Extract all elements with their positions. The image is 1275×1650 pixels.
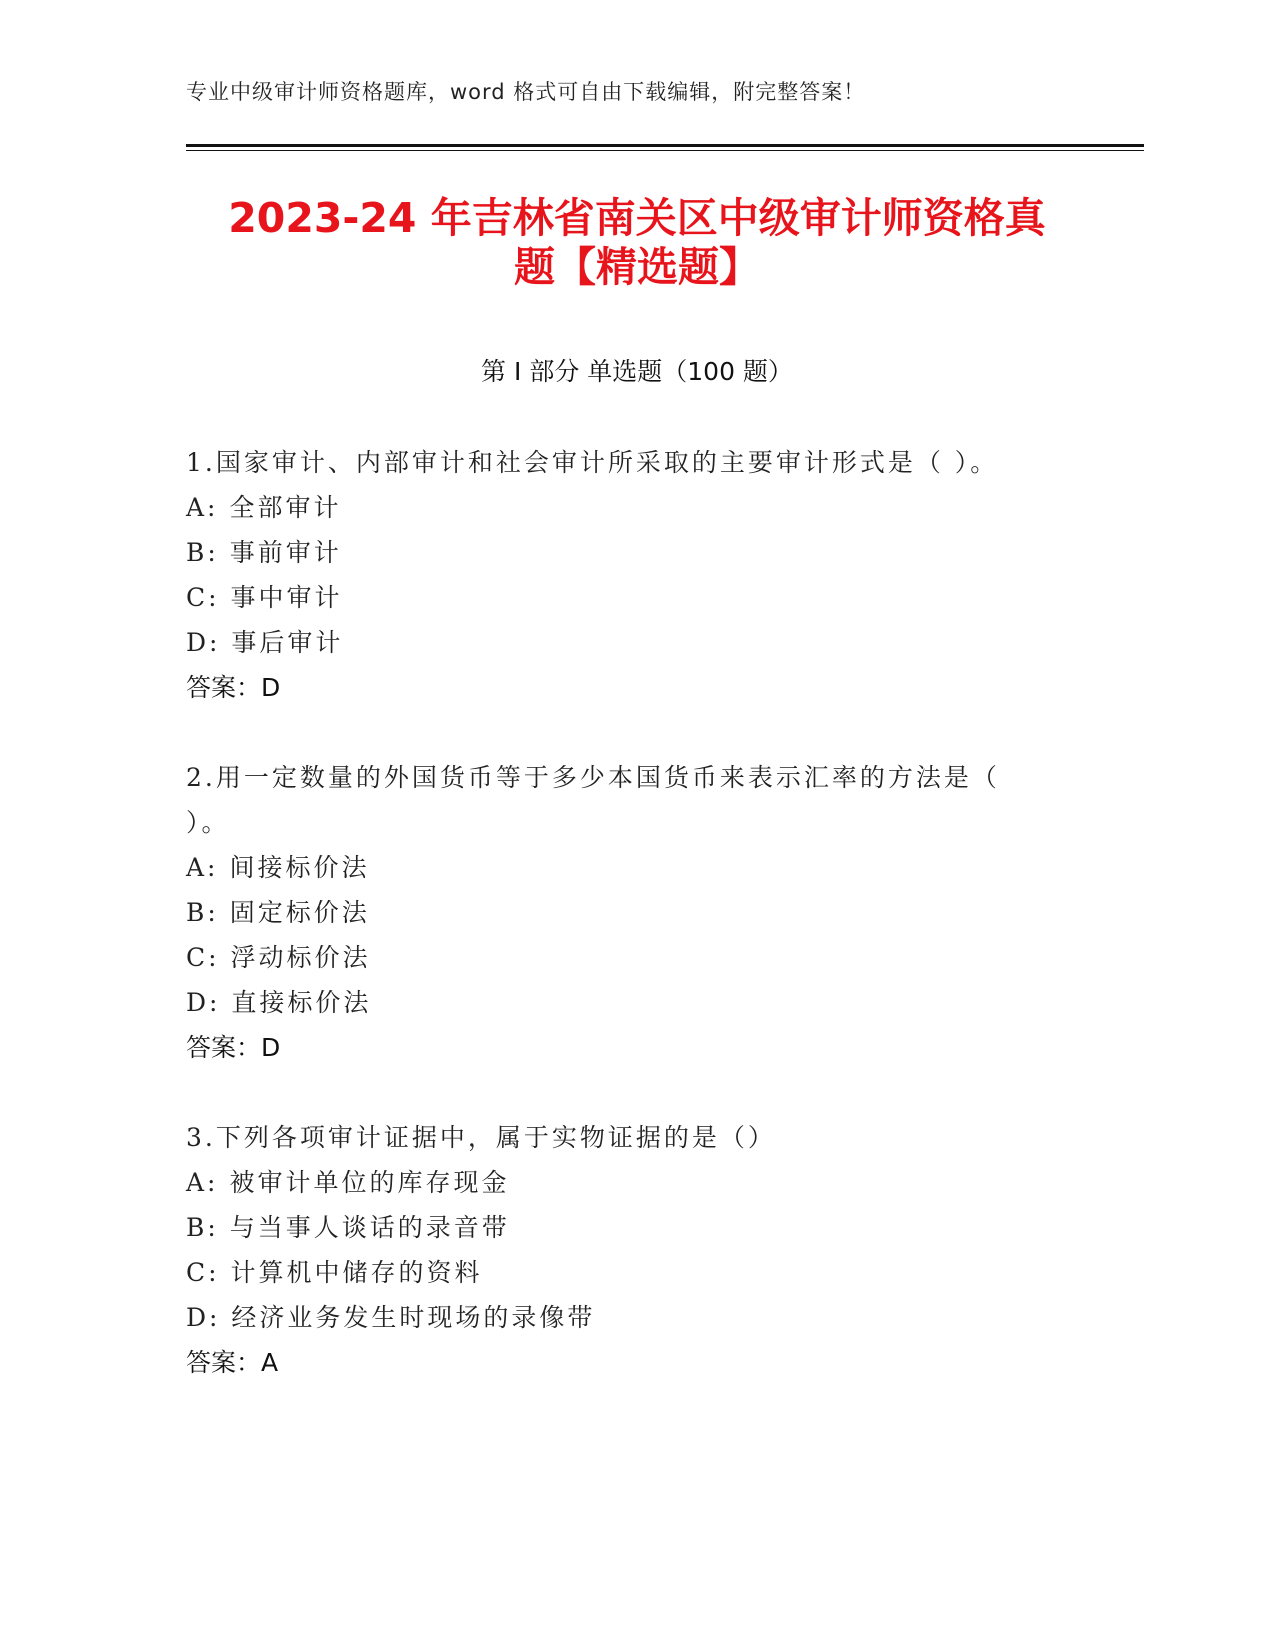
option-text: 与当事人谈话的录音带 bbox=[229, 1213, 510, 1242]
option-text: 计算机中储存的资料 bbox=[230, 1258, 483, 1287]
option-a bbox=[186, 845, 1066, 890]
question-stem: 1.国家审计、内部审计和社会审计所采取的主要审计形式是（ ）。 bbox=[186, 448, 999, 477]
section-title: 第 I 部分 单选题（100 题） bbox=[481, 357, 793, 386]
option-a bbox=[186, 1160, 1066, 1205]
question-list bbox=[186, 440, 1066, 1430]
option-letter: B: bbox=[186, 1213, 219, 1242]
option-text: 全部审计 bbox=[229, 493, 342, 522]
option-b bbox=[186, 890, 1066, 935]
header-rule-thin bbox=[186, 150, 1144, 151]
option-letter: D: bbox=[186, 628, 221, 657]
option-letter: C: bbox=[186, 1258, 220, 1287]
option-d bbox=[186, 1295, 1066, 1340]
question-1 bbox=[186, 440, 1066, 710]
header-rule-thick bbox=[186, 144, 1144, 147]
option-letter: D: bbox=[186, 988, 221, 1017]
title-line-2: 题【精选题】 bbox=[514, 243, 760, 291]
option-letter: A: bbox=[186, 1168, 219, 1197]
option-text: 经济业务发生时现场的录像带 bbox=[231, 1303, 596, 1332]
title-line-1: 2023-24 年吉林省南关区中级审计师资格真 bbox=[228, 194, 1046, 242]
option-text: 间接标价法 bbox=[229, 853, 370, 882]
document-title bbox=[186, 194, 1088, 292]
option-text: 被审计单位的库存现金 bbox=[229, 1168, 510, 1197]
option-d bbox=[186, 620, 1066, 665]
option-d bbox=[186, 980, 1066, 1025]
option-b bbox=[186, 530, 1066, 575]
option-c bbox=[186, 1250, 1066, 1295]
option-letter: C: bbox=[186, 583, 220, 612]
option-text: 直接标价法 bbox=[231, 988, 372, 1017]
option-letter: B: bbox=[186, 898, 219, 927]
option-c bbox=[186, 575, 1066, 620]
option-text: 事前审计 bbox=[229, 538, 342, 567]
option-text: 事后审计 bbox=[231, 628, 344, 657]
question-stem: 3.下列各项审计证据中，属于实物证据的是（） bbox=[186, 1123, 776, 1152]
question-stem-continued: ）。 bbox=[186, 808, 230, 837]
question-3 bbox=[186, 1115, 1066, 1385]
option-text: 事中审计 bbox=[230, 583, 343, 612]
option-a bbox=[186, 485, 1066, 530]
header-note: 专业中级审计师资格题库，word 格式可自由下载编辑，附完整答案！ bbox=[186, 80, 866, 104]
option-letter: D: bbox=[186, 1303, 221, 1332]
option-letter: C: bbox=[186, 943, 220, 972]
question-2 bbox=[186, 755, 1066, 1070]
option-letter: B: bbox=[186, 538, 219, 567]
option-text: 浮动标价法 bbox=[230, 943, 371, 972]
answer: 答案：D bbox=[186, 673, 281, 702]
option-letter: A: bbox=[186, 853, 219, 882]
option-c bbox=[186, 935, 1066, 980]
answer: 答案：D bbox=[186, 1033, 281, 1062]
answer: 答案：A bbox=[186, 1348, 279, 1377]
option-b bbox=[186, 1205, 1066, 1250]
option-text: 固定标价法 bbox=[229, 898, 370, 927]
question-stem: 2.用一定数量的外国货币等于多少本国货币来表示汇率的方法是（ bbox=[186, 763, 1000, 792]
option-letter: A: bbox=[186, 493, 219, 522]
